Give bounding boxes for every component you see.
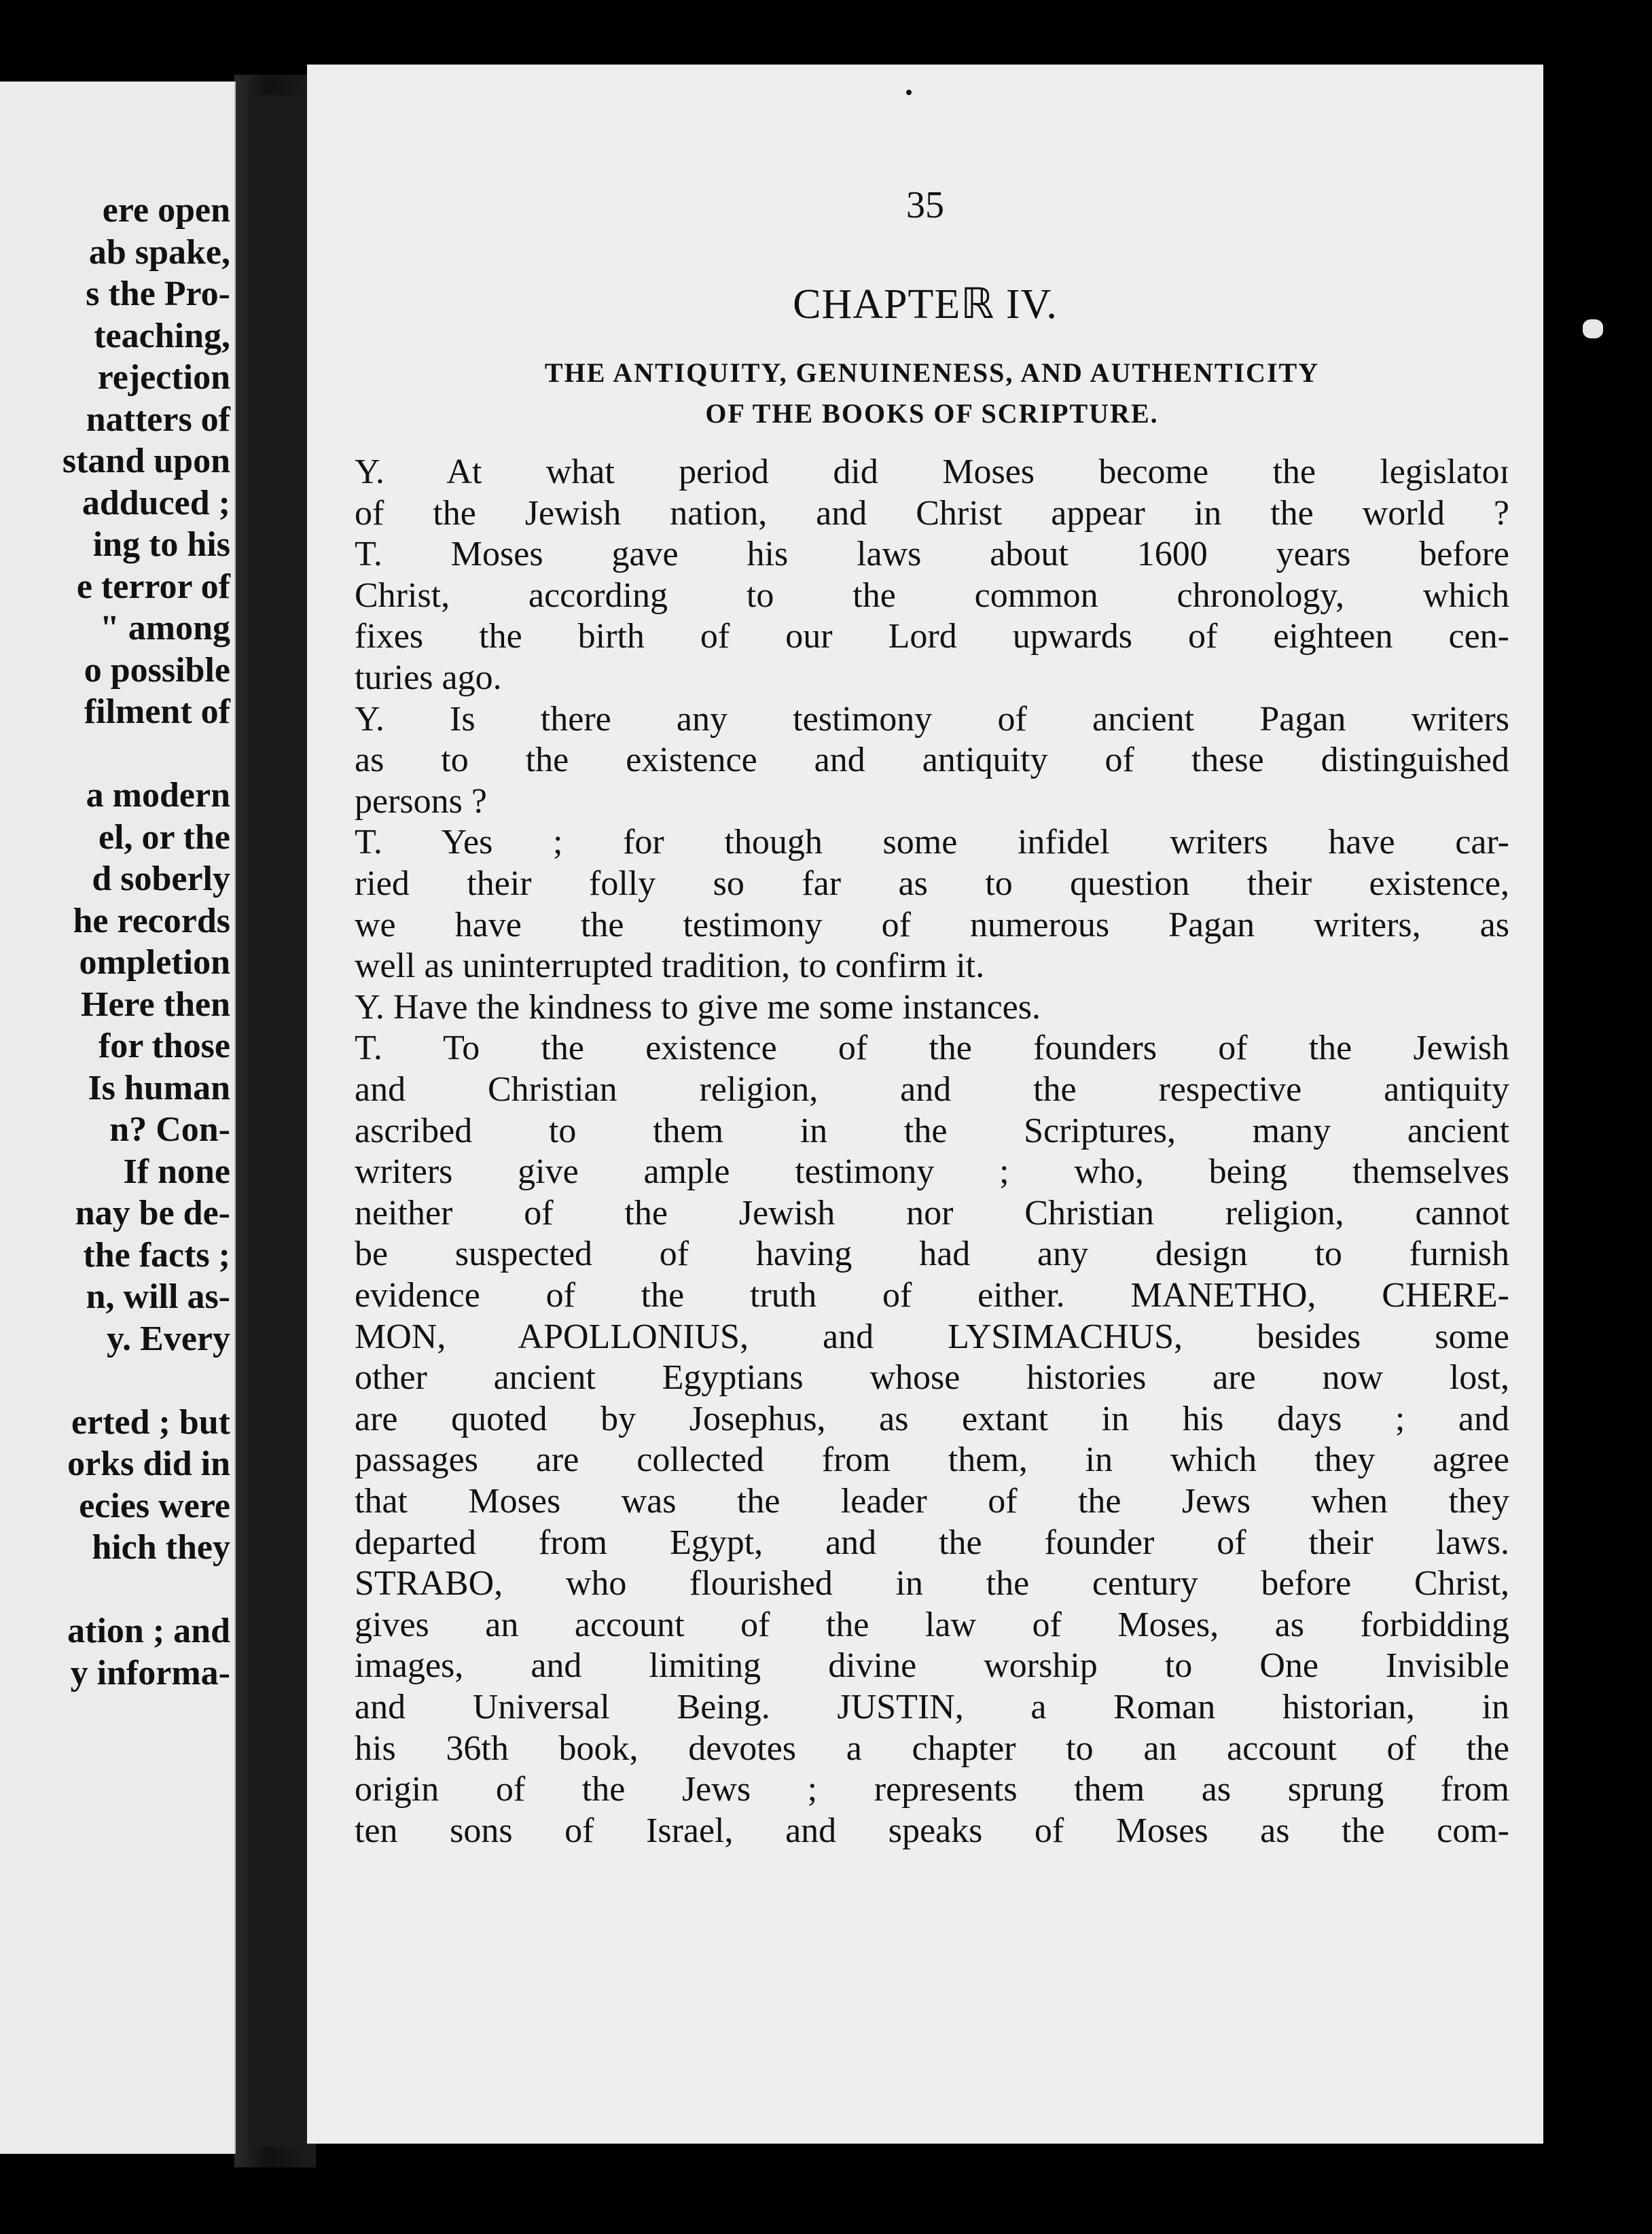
body-text-line: as to the existence and antiquity of these distinguished — [355, 741, 1509, 780]
body-text-line: origin of the Jews ; represents them as sprung from — [355, 1770, 1509, 1809]
left-page-line: natters of — [86, 400, 230, 439]
body-text-line: passages are collected from them, in which they agree — [355, 1440, 1509, 1480]
page-number: 35 — [906, 184, 944, 226]
left-page-line: o possible — [84, 650, 230, 690]
chapter-subtitle-line-1: THE ANTIQUITY, GENUINENESS, AND AUTHENTICITY — [544, 357, 1320, 388]
left-page-line: rejection — [97, 358, 230, 397]
left-page-line: the facts ; — [83, 1235, 230, 1275]
left-page-line: ere open — [102, 191, 230, 230]
body-text-line: of the Jewish nation, and Christ appear in the world ? — [355, 493, 1509, 533]
body-text-line: fixes the birth of our Lord upwards of eighteen cen- — [355, 617, 1509, 656]
left-page-line: ecies were — [79, 1486, 230, 1525]
body-text-line: MON, APOLLONIUS, and LYSIMACHUS, besides some — [355, 1317, 1509, 1356]
left-page-line: adduced ; — [82, 483, 230, 522]
left-page-line: erted ; but — [71, 1402, 230, 1442]
body-text-line: T. To the existence of the founders of the Jewish — [355, 1029, 1509, 1068]
left-page-line: el, or the — [98, 817, 230, 857]
left-page-line: y informa- — [70, 1653, 230, 1692]
left-page-line: Here then — [81, 985, 230, 1024]
body-text-line: his 36th book, devotes a chapter to an account of the — [355, 1728, 1509, 1768]
left-page-line: d soberly — [92, 859, 230, 898]
ink-speck — [906, 90, 912, 95]
body-text-line: that Moses was the leader of the Jews when they — [355, 1482, 1509, 1521]
body-text-line: we have the testimony of numerous Pagan writers, as — [355, 905, 1509, 944]
left-page-line: e terror of — [76, 567, 230, 606]
left-page-line: n? Con- — [109, 1110, 230, 1149]
left-page-line: nay be de- — [75, 1194, 230, 1233]
left-page-line: a modern — [86, 776, 230, 815]
left-page-line: If none — [123, 1152, 230, 1191]
right-page — [307, 65, 1543, 2144]
left-page-line: stand upon — [62, 442, 230, 480]
body-text-line: STRABO, who flourished in the century before Christ, — [355, 1564, 1509, 1603]
left-page-line: n, will as- — [86, 1277, 230, 1316]
body-text-line: neither of the Jewish nor Christian religion, cannot — [355, 1193, 1509, 1233]
left-page-line: teaching, — [94, 316, 230, 355]
body-text-line: be suspected of having had any design to furnish — [355, 1235, 1509, 1274]
left-page — [0, 82, 236, 2154]
body-text-line: Y. At what period did Moses become the legislatoɪ — [355, 453, 1509, 491]
left-page-line: ab spake, — [88, 232, 230, 272]
body-text-line: turies ago. — [355, 658, 502, 697]
body-text-line: ten sons of Israel, and speaks of Moses as the com- — [355, 1811, 1509, 1850]
body-text-line: and Christian religion, and the respective antiquity — [355, 1070, 1509, 1109]
left-page-line: orks did in — [67, 1444, 230, 1483]
body-text-line: and Universal Being. JUSTIN, a Roman historian, in — [355, 1688, 1509, 1726]
chapter-subtitle-line-2: OF THE BOOKS OF SCRIPTURE. — [705, 398, 1159, 429]
body-text-line: other ancient Egyptians whose histories are now lost, — [355, 1358, 1509, 1398]
body-text-line: persons ? — [355, 781, 487, 821]
left-page-line: s the Pro- — [86, 274, 230, 313]
body-text-line: Christ, according to the common chronology, which — [355, 575, 1509, 615]
body-text-line: well as uninterrupted tradition, to confirm it. — [355, 946, 985, 986]
body-text-line: T. Yes ; for though some infidel writers have car- — [355, 823, 1509, 862]
left-page-line: ing to his — [92, 525, 230, 564]
body-text-line: writers give ample testimony ; who, being themselves — [355, 1152, 1509, 1192]
spine-shadow — [248, 95, 312, 2147]
body-text-line: departed from Egypt, and the founder of their laws. — [355, 1523, 1509, 1562]
body-text-line: ried their folly so far as to question their existence, — [355, 864, 1509, 903]
left-page-line: he records — [73, 901, 230, 940]
left-page-line: ompletion — [79, 943, 230, 982]
left-page-line: ation ; and — [67, 1612, 230, 1650]
left-page-line: for those — [98, 1027, 230, 1065]
body-text-line: evidence of the truth of either. MANETHO, CHERE- — [355, 1276, 1509, 1315]
chapter-heading: CHAPTEℝ IV. — [793, 281, 1058, 327]
left-page-line: " among — [99, 609, 230, 648]
body-text-line: images, and limiting divine worship to One Invisible — [355, 1646, 1509, 1686]
body-text-line: are quoted by Josephus, as extant in his days ; and — [355, 1399, 1509, 1438]
body-text-line: ascribed to them in the Scriptures, many ancient — [355, 1111, 1509, 1150]
body-text-line: gives an account of the law of Moses, as forbidding — [355, 1605, 1509, 1644]
left-page-line: filment of — [84, 692, 230, 731]
edge-speck — [1583, 319, 1603, 338]
body-text-line: Y. Is there any testimony of ancient Pagan writers — [355, 699, 1509, 739]
body-text-line: Y. Have the kindness to give me some instances. — [355, 987, 1041, 1027]
body-text-line: T. Moses gave his laws about 1600 years before — [355, 535, 1509, 574]
left-page-line: hich they — [92, 1528, 230, 1567]
left-page-line: Is human — [88, 1068, 230, 1107]
left-page-line: y. Every — [107, 1319, 230, 1358]
